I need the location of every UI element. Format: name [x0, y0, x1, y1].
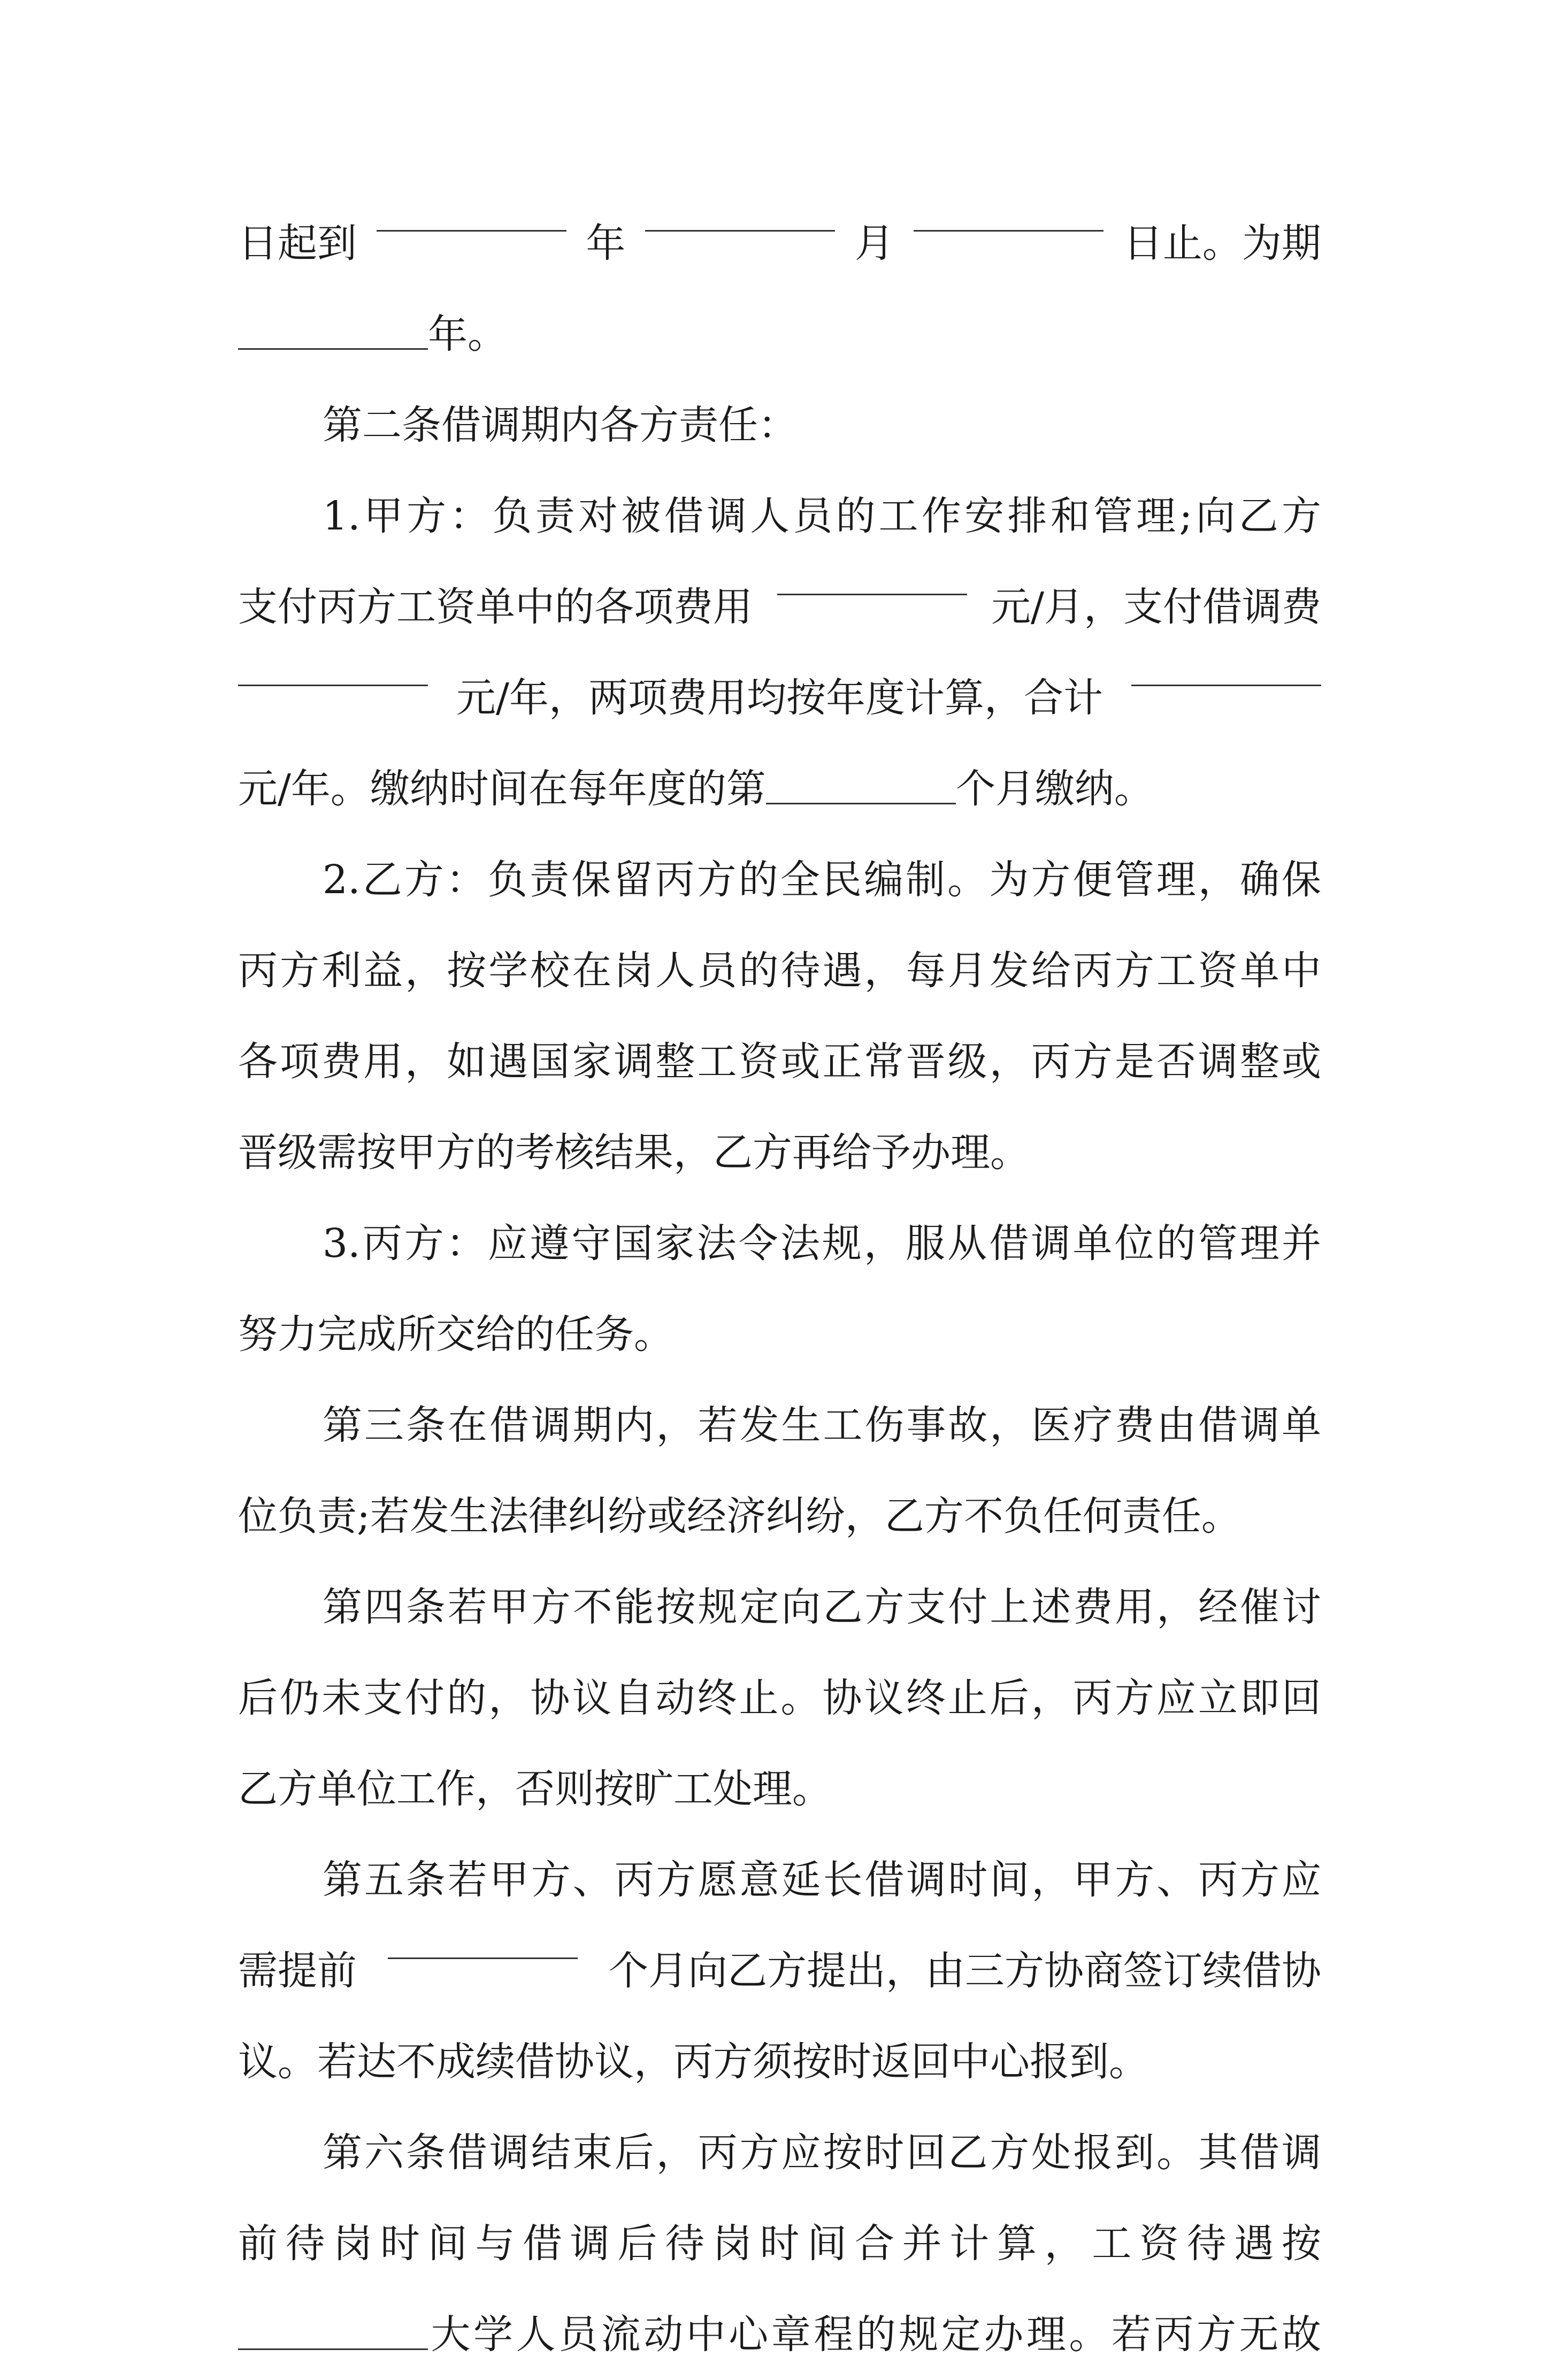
fill-blank	[1131, 652, 1321, 686]
line-5-seg-b: 元/月，支付借调费	[991, 584, 1321, 630]
text-line-4: 1.甲方：负责对被借调人员的工作安排和管理;向乙方	[323, 493, 1321, 539]
fill-blank	[777, 562, 967, 595]
text-line-6	[238, 652, 1321, 743]
text-line-2	[238, 289, 1321, 380]
document-page	[238, 198, 1321, 2380]
line-7-seg-a: 元/年。缴纳时间在每年度的第	[238, 766, 766, 812]
line-1-seg-d: 日止。为期	[1123, 220, 1321, 266]
fill-blank	[377, 198, 566, 232]
clause-2-heading: 第二条借调期内各方责任：	[323, 402, 798, 448]
clause-5-line-3: 议。若达不成续借协议，丙方须按时返回中心报到。	[238, 2039, 1148, 2085]
clause-3-line-2: 位负责;若发生法律纠纷或经济纠纷，乙方不负任何责任。	[238, 1493, 1241, 1539]
fill-blank	[766, 771, 956, 804]
line-2-seg-a: 年。	[428, 311, 507, 357]
clause-5-seg-a: 需提前	[238, 1948, 357, 1994]
clause-5-seg-b: 个月向乙方提出，由三方协商签订续借协	[609, 1948, 1321, 1994]
clause-3-line-1: 第三条在借调期内，若发生工伤事故，医疗费由借调单	[323, 1402, 1321, 1448]
clause-4-line-2: 后仍未支付的，协议自动终止。协议终止后，丙方应立即回	[238, 1675, 1321, 1721]
clause-5-line-1: 第五条若甲方、丙方愿意延长借调时间，甲方、丙方应	[323, 1857, 1321, 1903]
text-line-5	[238, 562, 1321, 652]
line-5-seg-a: 支付丙方工资单中的各项费用	[238, 584, 753, 630]
fill-blank	[645, 198, 835, 232]
clause-6-line-3	[238, 2289, 1321, 2380]
line-1-seg-c: 月	[854, 220, 894, 266]
text-line-13: 努力完成所交给的任务。	[238, 1311, 673, 1357]
fill-blank	[238, 316, 428, 350]
text-line-1	[238, 198, 1321, 289]
text-line-11: 晋级需按甲方的考核结果，乙方再给予办理。	[238, 1130, 1030, 1176]
clause-6-seg-a: 大学人员流动中心章程的规定办理。若丙方无故	[428, 2312, 1321, 2358]
text-line-8: 2.乙方：负责保留丙方的全民编制。为方便管理，确保	[323, 857, 1321, 903]
line-6-seg-a: 元/年，两项费用均按年度计算，合计	[456, 675, 1103, 721]
clause-5-line-2	[238, 1925, 1321, 2016]
text-line-7	[238, 743, 1321, 834]
clause-6-line-2: 前待岗时间与借调后待岗时间合并计算，工资待遇按	[238, 2221, 1321, 2267]
line-1-seg-a: 日起到	[238, 220, 357, 266]
clause-4-line-1: 第四条若甲方不能按规定向乙方支付上述费用，经催讨	[323, 1584, 1321, 1630]
text-line-12: 3.丙方：应遵守国家法令法规，服从借调单位的管理并	[323, 1220, 1321, 1266]
fill-blank	[238, 652, 428, 686]
line-7-seg-b: 个月缴纳。	[955, 766, 1154, 812]
clause-4-line-3: 乙方单位工作，否则按旷工处理。	[238, 1766, 832, 1812]
text-line-10: 各项费用，如遇国家调整工资或正常晋级，丙方是否调整或	[238, 1039, 1321, 1085]
fill-blank	[238, 2316, 428, 2350]
clause-6-line-1: 第六条借调结束后，丙方应按时回乙方处报到。其借调	[323, 2130, 1321, 2176]
fill-blank	[914, 198, 1103, 232]
line-1-seg-b: 年	[586, 220, 626, 266]
fill-blank	[388, 1925, 578, 1959]
text-line-9: 丙方利益，按学校在岗人员的待遇，每月发给丙方工资单中	[238, 948, 1321, 994]
